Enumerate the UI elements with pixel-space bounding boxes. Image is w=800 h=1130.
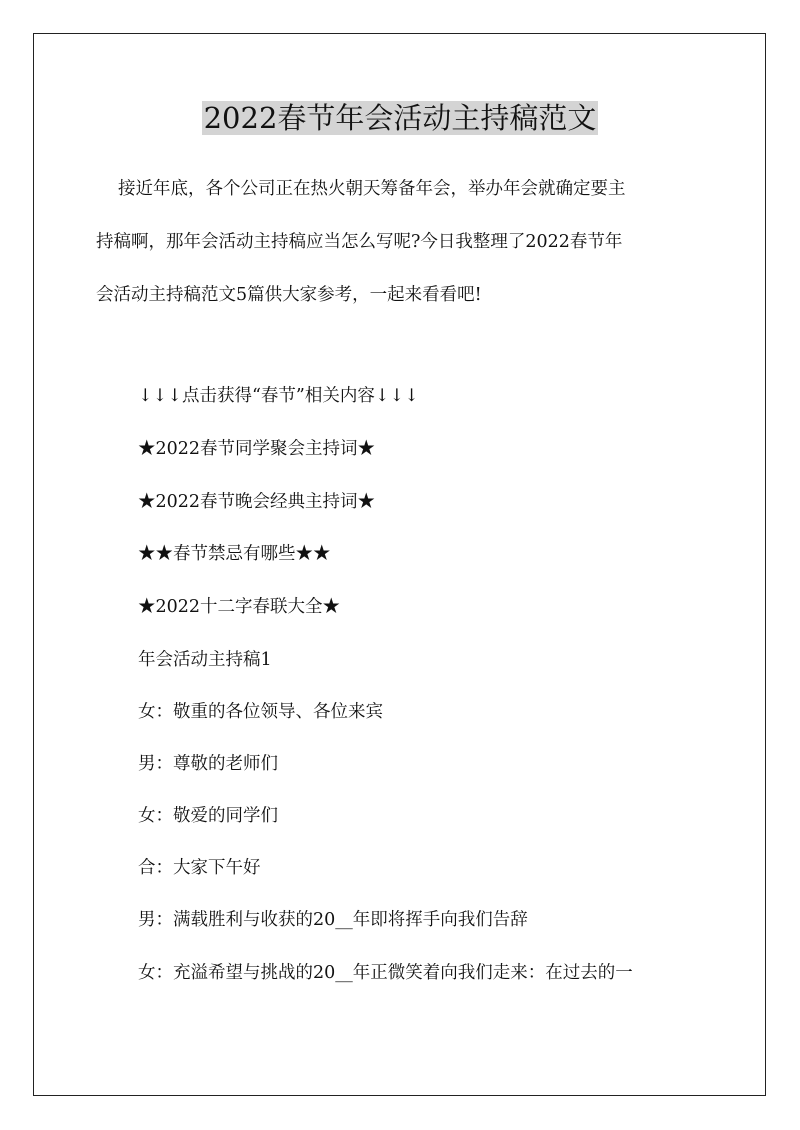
intro-line-3: 会活动主持稿范文5篇供大家参考，一起来看看吧! — [96, 285, 482, 305]
script-line: 男：尊敬的老师们 — [138, 754, 278, 774]
document-title-text: 2022春节年会活动主持稿范文 — [203, 101, 597, 135]
related-link[interactable]: ★2022十二字春联大全★ — [138, 597, 341, 617]
related-link[interactable]: ★2022春节晚会经典主持词★ — [138, 492, 376, 512]
related-link[interactable]: ★★春节禁忌有哪些★★ — [138, 544, 331, 564]
script-line: 女：敬爱的同学们 — [138, 806, 278, 826]
script-line: 女：充溢希望与挑战的20__年正微笑着向我们走来：在过去的一 — [138, 963, 633, 983]
related-link[interactable]: ★2022春节同学聚会主持词★ — [138, 439, 376, 459]
script-line: 女：敬重的各位领导、各位来宾 — [138, 702, 383, 722]
intro-line-1: 接近年底，各个公司正在热火朝天筹备年会，举办年会就确定要主 — [118, 179, 626, 199]
intro-line-2: 持稿啊，那年会活动主持稿应当怎么写呢?今日我整理了2022春节年 — [96, 232, 623, 252]
document-title — [0, 98, 800, 138]
related-links-header: ↓↓↓点击获得“春节”相关内容↓↓↓ — [138, 386, 419, 406]
section-title: 年会活动主持稿1 — [138, 650, 272, 670]
script-line: 合：大家下午好 — [138, 858, 261, 878]
script-line: 男：满载胜利与收获的20__年即将挥手向我们告辞 — [138, 910, 528, 930]
